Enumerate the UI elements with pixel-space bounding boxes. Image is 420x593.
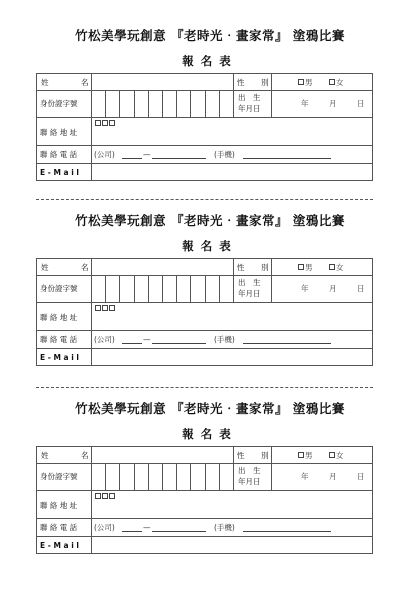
phone-mobile-label: (手機) xyxy=(214,335,235,344)
row-divider xyxy=(37,330,372,331)
company-phone-line[interactable] xyxy=(152,343,206,344)
form-title: 竹松美學玩創意 『老時光‧畫家常』 塗鴉比賽 xyxy=(75,401,345,416)
id-digit-divider xyxy=(205,275,206,302)
row-divider xyxy=(37,163,372,164)
birth-day-label: 日 xyxy=(357,284,365,293)
row-divider xyxy=(37,518,372,519)
id-digit-divider xyxy=(148,275,149,302)
male-checkbox[interactable] xyxy=(298,264,304,270)
address-label: 聯 絡 地 址 xyxy=(40,313,78,322)
id-digit-divider xyxy=(119,90,120,117)
registration-table xyxy=(36,73,373,181)
id-number-label: 身份證字號 xyxy=(40,472,78,481)
birth-label-line1: 出 生 xyxy=(238,93,261,102)
birth-label-line2: 年月日 xyxy=(238,104,261,113)
phone-dash: — xyxy=(143,523,151,532)
female-label: 女 xyxy=(336,451,344,460)
id-digit-divider xyxy=(205,463,206,490)
row-divider xyxy=(37,302,372,303)
female-checkbox[interactable] xyxy=(329,452,335,458)
id-digit-divider xyxy=(134,90,135,117)
form-subtitle: 報名表 xyxy=(182,54,238,68)
id-digit-divider xyxy=(162,463,163,490)
phone-company-label: (公司) xyxy=(94,150,115,159)
phone-label: 聯 絡 電 話 xyxy=(40,335,78,344)
name-label-b: 名 xyxy=(81,263,89,272)
male-label: 男 xyxy=(305,263,313,272)
area-code-line[interactable] xyxy=(122,158,142,159)
id-digit-divider xyxy=(105,90,106,117)
form-subtitle: 報名表 xyxy=(182,427,238,441)
name-field[interactable] xyxy=(93,448,231,462)
column-divider xyxy=(271,74,272,117)
row-divider xyxy=(37,117,372,118)
cut-line xyxy=(36,387,373,388)
birth-label-line1: 出 生 xyxy=(238,466,261,475)
postal-code-box[interactable] xyxy=(102,120,108,126)
phone-dash: — xyxy=(143,150,151,159)
gender-label-b: 別 xyxy=(261,263,269,272)
birth-label-line1: 出 生 xyxy=(238,278,261,287)
row-divider xyxy=(37,348,372,349)
id-digit-divider xyxy=(176,275,177,302)
birth-month-label: 月 xyxy=(329,472,337,481)
label-column-divider xyxy=(91,74,92,180)
birth-year-label: 年 xyxy=(301,472,309,481)
birth-month-label: 月 xyxy=(329,284,337,293)
female-checkbox[interactable] xyxy=(329,79,335,85)
name-label-b: 名 xyxy=(81,78,89,87)
id-digit-divider xyxy=(119,463,120,490)
female-label: 女 xyxy=(336,78,344,87)
email-label: E - M a i l xyxy=(40,168,79,177)
mobile-phone-line[interactable] xyxy=(243,158,331,159)
id-digit-divider xyxy=(148,463,149,490)
email-label: E - M a i l xyxy=(40,541,79,550)
registration-table xyxy=(36,258,373,366)
postal-code-box[interactable] xyxy=(109,493,115,499)
postal-code-box[interactable] xyxy=(109,305,115,311)
phone-company-label: (公司) xyxy=(94,523,115,532)
name-label-a: 姓 xyxy=(41,263,49,272)
name-field[interactable] xyxy=(93,75,231,89)
phone-mobile-label: (手機) xyxy=(214,523,235,532)
name-label-a: 姓 xyxy=(41,78,49,87)
id-digit-divider xyxy=(190,463,191,490)
name-field[interactable] xyxy=(93,260,231,274)
column-divider xyxy=(233,259,234,302)
postal-code-box[interactable] xyxy=(109,120,115,126)
id-digit-divider xyxy=(219,90,220,117)
female-checkbox[interactable] xyxy=(329,264,335,270)
row-divider xyxy=(37,490,372,491)
form-subtitle: 報名表 xyxy=(182,239,238,253)
male-checkbox[interactable] xyxy=(298,452,304,458)
id-number-label: 身份證字號 xyxy=(40,284,78,293)
phone-company-label: (公司) xyxy=(94,335,115,344)
birth-month-label: 月 xyxy=(329,99,337,108)
company-phone-line[interactable] xyxy=(152,531,206,532)
birth-label-line2: 年月日 xyxy=(238,289,261,298)
phone-mobile-label: (手機) xyxy=(214,150,235,159)
postal-code-box[interactable] xyxy=(102,305,108,311)
id-digit-divider xyxy=(205,90,206,117)
column-divider xyxy=(233,447,234,490)
postal-code-box[interactable] xyxy=(102,493,108,499)
address-label: 聯 絡 地 址 xyxy=(40,128,78,137)
row-divider xyxy=(37,536,372,537)
id-number-label: 身份證字號 xyxy=(40,99,78,108)
id-digit-divider xyxy=(190,90,191,117)
postal-code-box[interactable] xyxy=(95,493,101,499)
male-label: 男 xyxy=(305,78,313,87)
label-column-divider xyxy=(91,259,92,365)
row-divider xyxy=(37,145,372,146)
id-digit-divider xyxy=(176,90,177,117)
registration-table xyxy=(36,446,373,554)
mobile-phone-line[interactable] xyxy=(243,531,331,532)
phone-dash: — xyxy=(143,335,151,344)
id-digit-divider xyxy=(219,275,220,302)
id-digit-divider xyxy=(134,463,135,490)
id-digit-divider xyxy=(105,463,106,490)
phone-label: 聯 絡 電 話 xyxy=(40,150,78,159)
company-phone-line[interactable] xyxy=(152,158,206,159)
birth-day-label: 日 xyxy=(357,99,365,108)
form-title: 竹松美學玩創意 『老時光‧畫家常』 塗鴉比賽 xyxy=(75,28,345,43)
gender-label-a: 性 xyxy=(237,78,245,87)
email-field[interactable] xyxy=(93,350,371,364)
area-code-line[interactable] xyxy=(122,343,142,344)
cut-line xyxy=(36,199,373,200)
email-label: E - M a i l xyxy=(40,353,79,362)
id-digit-divider xyxy=(148,90,149,117)
name-label-b: 名 xyxy=(81,451,89,460)
male-checkbox[interactable] xyxy=(298,79,304,85)
id-digit-divider xyxy=(190,275,191,302)
birth-year-label: 年 xyxy=(301,99,309,108)
id-digit-divider xyxy=(162,275,163,302)
postal-code-box[interactable] xyxy=(95,120,101,126)
birth-day-label: 日 xyxy=(357,472,365,481)
column-divider xyxy=(271,259,272,302)
id-digit-divider xyxy=(176,463,177,490)
column-divider xyxy=(233,74,234,117)
gender-label-a: 性 xyxy=(237,263,245,272)
mobile-phone-line[interactable] xyxy=(243,343,331,344)
birth-year-label: 年 xyxy=(301,284,309,293)
id-digit-divider xyxy=(162,90,163,117)
email-field[interactable] xyxy=(93,165,371,179)
postal-code-box[interactable] xyxy=(95,305,101,311)
gender-label-b: 別 xyxy=(261,451,269,460)
id-digit-divider xyxy=(219,463,220,490)
email-field[interactable] xyxy=(93,538,371,552)
id-digit-divider xyxy=(105,275,106,302)
female-label: 女 xyxy=(336,263,344,272)
area-code-line[interactable] xyxy=(122,531,142,532)
label-column-divider xyxy=(91,447,92,553)
phone-label: 聯 絡 電 話 xyxy=(40,523,78,532)
name-label-a: 姓 xyxy=(41,451,49,460)
male-label: 男 xyxy=(305,451,313,460)
birth-label-line2: 年月日 xyxy=(238,477,261,486)
form-title: 竹松美學玩創意 『老時光‧畫家常』 塗鴉比賽 xyxy=(75,213,345,228)
id-digit-divider xyxy=(119,275,120,302)
id-digit-divider xyxy=(134,275,135,302)
column-divider xyxy=(271,447,272,490)
gender-label-b: 別 xyxy=(261,78,269,87)
gender-label-a: 性 xyxy=(237,451,245,460)
address-label: 聯 絡 地 址 xyxy=(40,501,78,510)
